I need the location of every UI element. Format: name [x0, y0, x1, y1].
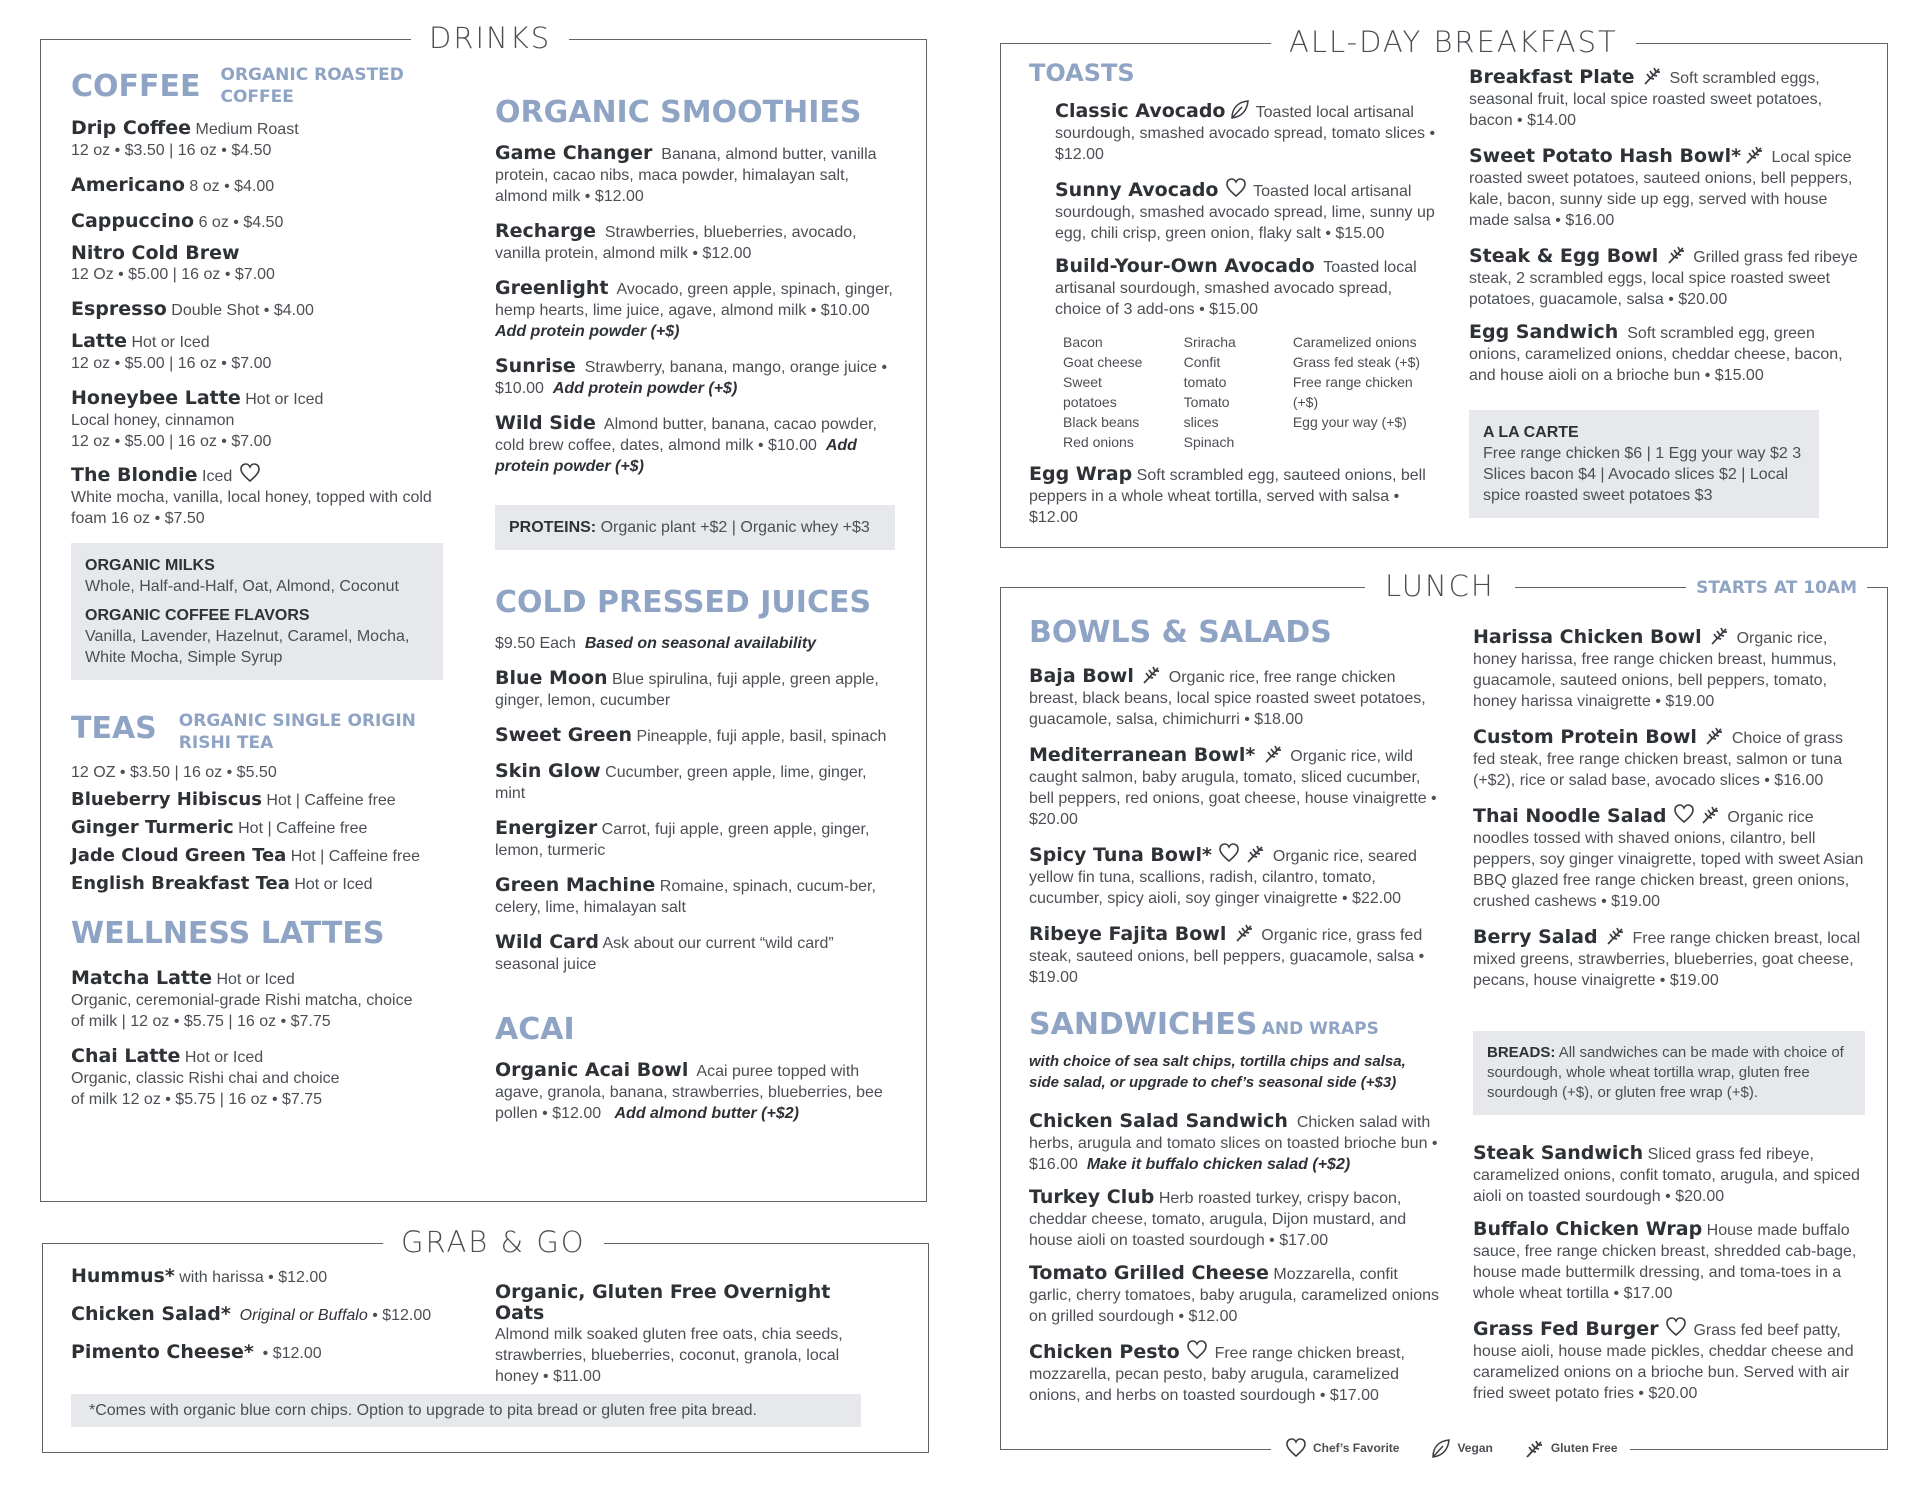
- wheat-icon: [1140, 663, 1162, 685]
- item-desc: Soft scrambled egg, sauteed onions, bell peppers in a whole wheat tortilla, served with salsa • $12.00: [1029, 467, 1426, 527]
- addon-item: Free range chicken (+$): [1292, 374, 1413, 411]
- item-desc-line: Organic, ceremonial-grade Rishi matcha, choice: [71, 992, 413, 1009]
- addon-item: Sweet potatoes: [1063, 374, 1117, 411]
- wellness-title: WELLNESS LATTES: [71, 916, 385, 951]
- addon-item: Bacon: [1063, 334, 1103, 351]
- juices-price-value: $9.50 Each: [495, 635, 576, 652]
- item-desc: Hot or Iced: [245, 391, 324, 408]
- menu-item-overnight-oats: [495, 1282, 875, 1387]
- grab-left-column: [71, 1266, 471, 1364]
- item-price: of milk 12 oz • $5.75 | 16 oz • $7.75: [71, 1091, 323, 1108]
- menu-item-tomato-grilled-cheese: [1029, 1263, 1439, 1327]
- legend-vegan-label: Vegan: [1457, 1441, 1493, 1455]
- item-desc: Carrot, fuji apple, green apple, ginger, lemon, turmeric: [495, 821, 870, 859]
- item-desc: Organic rice, honey harissa, free range chicken breast, hummus, guacamole, sauteed onions, bell peppers, tomato, honey harissa vinaigrette • $19.00: [1473, 630, 1837, 710]
- item-name: Baja Bowl: [1029, 665, 1134, 687]
- item-name: Organic Acai Bowl: [495, 1059, 689, 1081]
- item-desc-line: Organic, classic Rishi chai and choice: [71, 1070, 340, 1087]
- alacarte-text: Free range chicken $6 | 1 Egg your way $2 3 Slices bacon $4 | Avocado slices $2 | Local spice roasted sweet potatoes $3: [1483, 445, 1802, 504]
- item-name: Blueberry Hibiscus: [71, 789, 262, 810]
- item-desc: Almond butter, banana, cacao powder, cold brew coffee, dates, almond milk • $10.00: [495, 416, 877, 454]
- legend-gf: [1521, 1437, 1618, 1459]
- wheat-icon: [1703, 724, 1725, 746]
- item-name: English Breakfast Tea: [71, 873, 290, 894]
- menu-item-espresso: [71, 299, 461, 321]
- addon-item: Grass fed steak (+$): [1292, 354, 1421, 371]
- addon-item: Sriracha: [1183, 334, 1236, 351]
- menu-item-grass-fed-burger: [1473, 1316, 1868, 1404]
- addons-col-2: [1184, 332, 1267, 452]
- menu-item-ribeye-fajita-bowl: [1029, 921, 1439, 988]
- item-name: Honeybee Latte: [71, 387, 241, 409]
- menu-item-green-machine: [495, 875, 895, 918]
- teas-header: [71, 710, 461, 754]
- item-desc: Toasted local artisanal sourdough, smashed avocado spread, tomato slices • $12.00: [1055, 104, 1436, 164]
- menu-item-acai-bowl: [495, 1060, 895, 1124]
- item-desc: Hot or Iced: [216, 971, 295, 988]
- item-desc: Grass fed beef patty, house aioli, house made pickles, cheddar cheese and caramelized onions on a brioche bun. Served with air fried sweet potato fries • $20.00: [1473, 1322, 1854, 1402]
- menu-item-matcha-latte: [71, 968, 461, 1032]
- teas-title: TEAS: [71, 711, 157, 746]
- item-name: Breakfast Plate: [1469, 66, 1635, 88]
- item-desc: Almond milk soaked gluten free oats, chia seeds, strawberries, blueberries, coconut, granola, local honey • $11.00: [495, 1326, 843, 1385]
- item-name: Chicken Salad Sandwich: [1029, 1110, 1288, 1132]
- milks-box: [71, 543, 443, 680]
- menu-item-honeybee-latte: [71, 388, 461, 452]
- breakfast-left-column: [1029, 60, 1439, 528]
- item-note: Add protein powder (+$): [495, 437, 857, 475]
- item-name: Hummus*: [71, 1265, 175, 1287]
- menu-item-custom-protein-bowl: [1473, 724, 1868, 791]
- menu-item-latte: [71, 331, 461, 374]
- addon-item: Caramelized onions: [1292, 334, 1417, 351]
- grab-and-go-panel: [42, 1225, 929, 1453]
- item-desc: Medium Roast: [195, 121, 299, 138]
- wheat-icon: [1604, 924, 1626, 946]
- item-name: Sunrise: [495, 355, 576, 377]
- menu-item-blue-moon: [495, 668, 895, 711]
- item-name: Cappuccino: [71, 210, 195, 232]
- menu-item-egg-sandwich: [1469, 322, 1869, 386]
- item-desc: 8 oz • $4.00: [189, 178, 275, 195]
- menu-item-egg-wrap: [1029, 464, 1439, 528]
- item-desc: Soft scrambled egg, green onions, caramelized onions, cheddar cheese, bacon, and house aioli on a brioche bun • $15.00: [1469, 325, 1843, 384]
- addons-col-3: [1293, 332, 1439, 452]
- drinks-panel: [40, 21, 927, 1202]
- breads-label: BREADS:: [1487, 1044, 1556, 1061]
- lunch-panel: [1000, 569, 1888, 1455]
- item-desc: Organic rice, grass fed steak, sauteed onions, bell peppers, guacamole, salsa • $19.00: [1029, 927, 1425, 986]
- item-name: Spicy Tuna Bowl*: [1029, 844, 1212, 866]
- item-name: Energizer: [495, 817, 598, 839]
- item-price: 12 Oz • $5.00 | 16 oz • $7.00: [71, 266, 275, 283]
- item-name: Egg Wrap: [1029, 463, 1133, 486]
- item-desc: Mozzarella, confit garlic, cherry tomatoes, baby arugula, caramelized onions on grilled sourdough • $12.00: [1029, 1266, 1439, 1325]
- heart-icon: [1218, 842, 1240, 864]
- item-name: Drip Coffee: [71, 117, 192, 139]
- item-desc: Herb roasted turkey, crispy bacon, cheddar cheese, tomato, arugula, Dijon mustard, and house aioli on toasted sourdough • $17.00: [1029, 1190, 1407, 1249]
- item-note: Make it buffalo chicken salad (+$2): [1086, 1156, 1351, 1173]
- item-desc: Organic rice noodles tossed with shaved onions, cilantro, bell peppers, soy ginger vinaigrette, toped with sweet Asian BBQ glazed free range chicken breast, green onions, crushed cashews • $19.00: [1473, 809, 1864, 910]
- item-name: Egg Sandwich: [1469, 321, 1619, 343]
- grab-footnote-text: *Comes with organic blue corn chips. Option to upgrade to pita bread or gluten free pita bread.: [89, 1402, 757, 1419]
- menu-item-chai-latte: [71, 1046, 461, 1110]
- item-name: Buffalo Chicken Wrap: [1473, 1218, 1703, 1240]
- item-price: 12 oz • $3.50 | 16 oz • $4.50: [71, 142, 272, 159]
- menu-item-mediterranean-bowl: [1029, 742, 1439, 830]
- milks-text: Whole, Half-and-Half, Oat, Almond, Coconut: [85, 578, 399, 595]
- item-name: Berry Salad: [1473, 926, 1598, 948]
- menu-item-english-breakfast: [71, 873, 461, 895]
- menu-item-byo-avocado: [1029, 256, 1439, 320]
- item-name: Ginger Turmeric: [71, 817, 234, 838]
- item-name: Chicken Salad*: [71, 1303, 231, 1325]
- menu-item-jade-cloud: [71, 845, 461, 867]
- item-name: Game Changer: [495, 142, 653, 164]
- lunch-starts: STARTS AT 10AM: [1686, 577, 1867, 599]
- item-name: Organic, Gluten Free Overnight Oats: [495, 1281, 831, 1324]
- item-name: Build-Your-Own Avocado: [1055, 255, 1315, 278]
- addon-item: Tomato slices: [1183, 394, 1230, 431]
- menu-item-blueberry-hibiscus: [71, 789, 461, 811]
- proteins-text: Organic plant +$2 | Organic whey +$3: [600, 519, 870, 536]
- item-desc: Hot or Iced: [184, 1049, 264, 1066]
- item-name: Greenlight: [495, 277, 609, 299]
- menu-item-wild-side: [495, 413, 895, 477]
- lunch-right-column: [1473, 624, 1868, 1404]
- leaf-icon: [1228, 98, 1250, 120]
- flavors-text: Vanilla, Lavender, Hazelnut, Caramel, Mocha, White Mocha, Simple Syrup: [85, 628, 410, 666]
- menu-item-chicken-salad: [71, 1304, 471, 1326]
- grab-title: GRAB & GO: [383, 1224, 604, 1260]
- menu-item-sunrise: [495, 356, 895, 399]
- legend-vegan: [1427, 1437, 1492, 1459]
- alacarte-box: [1469, 410, 1819, 518]
- breakfast-title: ALL-DAY BREAKFAST: [1271, 24, 1636, 60]
- wheat-icon: [1641, 64, 1663, 86]
- breakfast-right-column: [1469, 64, 1869, 518]
- menu-item-wild-card: [495, 932, 895, 975]
- item-name: The Blondie: [71, 464, 198, 486]
- proteins-label: PROTEINS:: [509, 519, 597, 536]
- menu-item-skin-glow: [495, 761, 895, 804]
- item-note: Add protein powder (+$): [552, 380, 738, 397]
- menu-item-drip-coffee: [71, 118, 461, 161]
- menu-item-breakfast-plate: [1469, 64, 1869, 131]
- item-price: of milk | 12 oz • $5.75 | 16 oz • $7.75: [71, 1013, 331, 1030]
- menu-item-turkey-club: [1029, 1187, 1439, 1251]
- menu-item-cappuccino: [71, 211, 461, 233]
- item-name: Sweet Green: [495, 724, 632, 746]
- menu-item-energizer: [495, 818, 895, 861]
- item-price: 12 oz • $5.00 | 16 oz • $7.00: [71, 433, 272, 450]
- item-desc: • $12.00: [372, 1307, 432, 1324]
- teas-subtitle-line2: RISHI TEA: [178, 733, 274, 753]
- item-desc-line: Local honey, cinnamon: [71, 412, 235, 429]
- leaf-icon: [1429, 1437, 1451, 1459]
- sandwiches-note: with choice of sea salt chips, tortilla chips and salsa, side salad, or upgrade to chef’s seasonal side (+$3): [1029, 1053, 1406, 1091]
- item-name: Wild Side: [495, 412, 596, 434]
- lunch-left-column: [1029, 616, 1439, 1406]
- item-name: Latte: [71, 330, 127, 352]
- legend-chef: [1283, 1437, 1399, 1459]
- wheat-icon: [1699, 803, 1721, 825]
- item-name: Grass Fed Burger: [1473, 1318, 1659, 1340]
- drinks-left-column: [71, 64, 461, 1110]
- grab-footnote: [71, 1394, 861, 1427]
- item-desc: Iced: [202, 468, 233, 485]
- item-name: Jade Cloud Green Tea: [71, 845, 287, 866]
- item-name: Wild Card: [495, 931, 599, 953]
- coffee-header: [71, 64, 461, 108]
- wheat-icon: [1244, 842, 1266, 864]
- item-desc: Acai puree topped with agave, granola, banana, strawberries, blueberries, bee pollen • $12.00: [495, 1063, 883, 1122]
- item-name: Nitro Cold Brew: [71, 242, 240, 264]
- milks-title: ORGANIC MILKS: [85, 557, 215, 574]
- heart-icon: [239, 462, 261, 484]
- bowls-title: BOWLS & SALADS: [1029, 615, 1332, 650]
- heart-icon: [1665, 1316, 1687, 1338]
- menu-item-nitro-cold-brew: [71, 243, 461, 285]
- item-note: Add almond butter (+$2): [614, 1105, 799, 1122]
- item-desc: Double Shot • $4.00: [171, 302, 314, 319]
- smoothies-title: ORGANIC SMOOTHIES: [495, 95, 862, 130]
- item-note: Original or Buffalo: [239, 1307, 368, 1324]
- item-desc: Hot or Iced: [294, 876, 373, 893]
- menu-item-the-blondie: [71, 462, 461, 529]
- item-name: Matcha Latte: [71, 967, 213, 989]
- toasts-title: TOASTS: [1029, 59, 1135, 87]
- item-desc: Romaine, spinach, cucum-ber, celery, lime, himalayan salt: [495, 878, 876, 916]
- menu-item-pimento-cheese: [71, 1342, 471, 1364]
- item-note: Add protein powder (+$): [495, 323, 680, 340]
- menu-item-chicken-pesto: [1029, 1339, 1439, 1406]
- sandwiches-header: [1029, 1008, 1439, 1041]
- item-desc: Choice of grass fed steak, free range chicken breast, salmon or tuna (+$2), rice or salad base, avocado slices • $16.00: [1473, 730, 1843, 789]
- proteins-box: [495, 505, 895, 550]
- menu-item-game-changer: [495, 143, 895, 207]
- item-desc: Cucumber, green apple, lime, ginger, mint: [495, 764, 867, 802]
- alacarte-title: A LA CARTE: [1483, 424, 1579, 441]
- item-desc: Toasted local artisanal sourdough, smashed avocado spread, lime, sunny up egg, chili crisp, green onion, flaky salt • $15.00: [1055, 183, 1435, 243]
- item-name: Green Machine: [495, 874, 656, 896]
- item-desc: Soft scrambled eggs, seasonal fruit, local spice roasted sweet potatoes, bacon • $14.00: [1469, 70, 1823, 129]
- item-desc: Grilled grass fed ribeye steak, 2 scrambled eggs, local spice roasted sweet potatoes, guacamole, salsa • $20.00: [1469, 249, 1858, 308]
- item-name: Sweet Potato Hash Bowl*: [1469, 145, 1742, 167]
- item-name: Ribeye Fajita Bowl: [1029, 923, 1227, 945]
- drinks-right-column: [495, 96, 895, 1124]
- item-desc-line: White mocha, vanilla, local honey, topped with cold: [71, 489, 432, 506]
- menu-item-sunny-avocado: [1029, 177, 1439, 244]
- breakfast-panel: [1000, 25, 1888, 548]
- menu-item-steak-egg-bowl: [1469, 243, 1869, 310]
- item-desc: Hot | Caffeine free: [238, 820, 368, 837]
- item-name: Thai Noodle Salad: [1473, 805, 1667, 827]
- juices-price: [495, 633, 895, 654]
- item-name: Americano: [71, 174, 185, 196]
- menu-item-classic-avocado: [1029, 98, 1439, 165]
- item-name: Sunny Avocado: [1055, 179, 1219, 202]
- addon-item: Red onions: [1063, 434, 1134, 451]
- item-name: Tomato Grilled Cheese: [1029, 1262, 1269, 1284]
- item-desc: Strawberry, banana, mango, orange juice • $10.00: [495, 359, 888, 397]
- icon-legend: [1271, 1437, 1630, 1459]
- wheat-icon: [1708, 624, 1730, 646]
- item-desc: Organic rice, free range chicken breast, black beans, local spice roasted sweet potatoes, guacamole, salsa, chimichurri • $18.00: [1029, 669, 1426, 728]
- item-name: Custom Protein Bowl: [1473, 726, 1697, 748]
- item-desc: Banana, almond butter, vanilla protein, cacao nibs, maca powder, himalayan salt, almond milk • $12.00: [495, 146, 877, 205]
- coffee-subtitle-line2: COFFEE: [220, 87, 294, 107]
- addons-list: [1029, 332, 1439, 452]
- lunch-title: LUNCH: [1365, 568, 1515, 604]
- item-name: Espresso: [71, 298, 167, 320]
- wheat-icon: [1523, 1437, 1545, 1459]
- item-desc: with harissa • $12.00: [179, 1269, 328, 1286]
- coffee-subtitle-line1: ORGANIC ROASTED: [220, 65, 404, 85]
- item-name: Classic Avocado: [1055, 100, 1226, 123]
- menu-item-baja-bowl: [1029, 663, 1439, 730]
- addons-col-1: [1063, 332, 1158, 452]
- item-desc: Ask about our current “wild card” seasonal juice: [495, 935, 834, 973]
- breads-text: All sandwiches can be made with choice of sourdough, whole wheat tortilla wrap, gluten free sourdough (+$), or gluten free wrap (+$).: [1487, 1044, 1844, 1101]
- menu-item-hummus: [71, 1266, 471, 1288]
- wheat-icon: [1262, 742, 1284, 764]
- item-name: Pimento Cheese*: [71, 1341, 254, 1363]
- menu-item-steak-sandwich: [1473, 1143, 1868, 1207]
- item-desc: • $12.00: [262, 1345, 322, 1362]
- addon-item: Spinach: [1183, 434, 1235, 451]
- item-name: Harissa Chicken Bowl: [1473, 626, 1702, 648]
- teas-price: 12 OZ • $3.50 | 16 oz • $5.50: [71, 764, 277, 781]
- item-price: foam 16 oz • $7.50: [71, 510, 205, 527]
- menu-item-americano: [71, 175, 461, 197]
- coffee-subtitle: [221, 64, 404, 108]
- teas-subtitle-line1: ORGANIC SINGLE ORIGIN: [178, 711, 416, 731]
- addon-item: Egg your way (+$): [1292, 414, 1407, 431]
- heart-icon: [1186, 1339, 1208, 1361]
- item-desc: 6 oz • $4.50: [198, 214, 284, 231]
- item-desc: Pineapple, fuji apple, basil, spinach: [636, 728, 887, 745]
- menu-item-spicy-tuna-bowl: [1029, 842, 1439, 909]
- menu-item-ginger-turmeric: [71, 817, 461, 839]
- flavors-title: ORGANIC COFFEE FLAVORS: [85, 607, 310, 624]
- menu-item-sweet-potato-hash: [1469, 143, 1869, 231]
- acai-title: ACAI: [495, 1012, 575, 1047]
- wheat-icon: [1665, 243, 1687, 265]
- item-desc: Toasted local artisanal sourdough, smashed avocado spread, choice of 3 add-ons • $15.00: [1055, 259, 1417, 319]
- coffee-title: COFFEE: [71, 69, 201, 104]
- addon-item: Black beans: [1063, 414, 1140, 431]
- sandwiches-subtitle: AND WRAPS: [1261, 1019, 1379, 1039]
- sandwiches-title: SANDWICHES: [1029, 1007, 1258, 1042]
- item-name: Recharge: [495, 220, 596, 242]
- item-name: Chicken Pesto: [1029, 1341, 1180, 1363]
- menu-item-berry-salad: [1473, 924, 1868, 991]
- item-price: 12 oz • $5.00 | 16 oz • $7.00: [71, 355, 272, 372]
- menu-item-harissa-chicken-bowl: [1473, 624, 1868, 712]
- addon-item: Confit tomato: [1183, 354, 1227, 391]
- menu-item-chicken-salad-sandwich: [1029, 1111, 1439, 1175]
- juices-price-note: Based on seasonal availability: [584, 635, 817, 652]
- item-desc: Organic rice, wild caught salmon, baby arugula, tomato, sliced cucumber, bell peppers, red onions, goat cheese, house vinaigrette • $20.00: [1029, 748, 1437, 828]
- item-name: Skin Glow: [495, 760, 601, 782]
- wheat-icon: [1743, 143, 1765, 165]
- menu-item-buffalo-chicken-wrap: [1473, 1219, 1868, 1304]
- menu-item-greenlight: [495, 278, 895, 342]
- item-desc: Sliced grass fed ribeye, caramelized onions, confit tomato, arugula, and spiced aioli on toasted sourdough • $20.00: [1473, 1146, 1860, 1205]
- item-name: Chai Latte: [71, 1045, 181, 1067]
- breads-box: [1473, 1031, 1865, 1115]
- item-desc: Free range chicken breast, local mixed greens, strawberries, blueberries, goat cheese, pecans, house vinaigrette • $19.00: [1473, 930, 1861, 989]
- heart-icon: [1225, 177, 1247, 199]
- item-name: Mediterranean Bowl*: [1029, 744, 1256, 766]
- item-desc: Hot | Caffeine free: [266, 792, 396, 809]
- menu-item-recharge: [495, 221, 895, 264]
- wheat-icon: [1233, 921, 1255, 943]
- item-desc: Strawberries, blueberries, avocado, vanilla protein, almond milk • $12.00: [495, 224, 857, 262]
- item-desc: Local spice roasted sweet potatoes, sauteed onions, bell peppers, kale, bacon, sunny side up egg, served with house made salsa • $16.00: [1469, 149, 1853, 229]
- item-desc: Organic rice, seared yellow fin tuna, scallions, radish, cilantro, tomato, cucumber, spicy aioli, soy ginger vinaigrette • $22.00: [1029, 848, 1417, 907]
- heart-icon: [1673, 803, 1695, 825]
- item-desc: Hot | Caffeine free: [290, 848, 421, 865]
- item-name: Blue Moon: [495, 667, 608, 689]
- item-desc: Chicken salad with herbs, arugula and tomato slices on toasted brioche bun • $16.00: [1029, 1114, 1438, 1173]
- addon-item: Goat cheese: [1063, 354, 1143, 371]
- item-desc: Hot or Iced: [131, 334, 210, 351]
- item-name: Steak & Egg Bowl: [1469, 245, 1659, 267]
- menu-item-thai-noodle-salad: [1473, 803, 1868, 912]
- item-desc: Blue spirulina, fuji apple, green apple, ginger, lemon, cucumber: [495, 671, 879, 709]
- item-name: Steak Sandwich: [1473, 1142, 1644, 1164]
- legend-gf-label: Gluten Free: [1550, 1441, 1618, 1455]
- item-desc: Free range chicken breast, mozzarella, pecan pesto, baby arugula, caramelized onions, and herbs on toasted sourdough • $17.00: [1029, 1345, 1405, 1404]
- juices-title: COLD PRESSED JUICES: [495, 585, 872, 620]
- menu-item-sweet-green: [495, 725, 895, 747]
- heart-icon: [1285, 1437, 1307, 1459]
- item-desc: Avocado, green apple, spinach, ginger, hemp hearts, lime juice, agave, almond milk • $10.00: [495, 281, 893, 319]
- teas-subtitle: [179, 710, 416, 754]
- drinks-title: DRINKS: [411, 20, 569, 56]
- item-desc: House made buffalo sauce, free range chicken breast, shredded cab-bage, house made buttermilk dressing, and toma-toes in a whole wheat tortilla • $17.00: [1473, 1222, 1857, 1302]
- item-name: Turkey Club: [1029, 1186, 1155, 1208]
- legend-chef-label: Chef’s Favorite: [1313, 1441, 1400, 1455]
